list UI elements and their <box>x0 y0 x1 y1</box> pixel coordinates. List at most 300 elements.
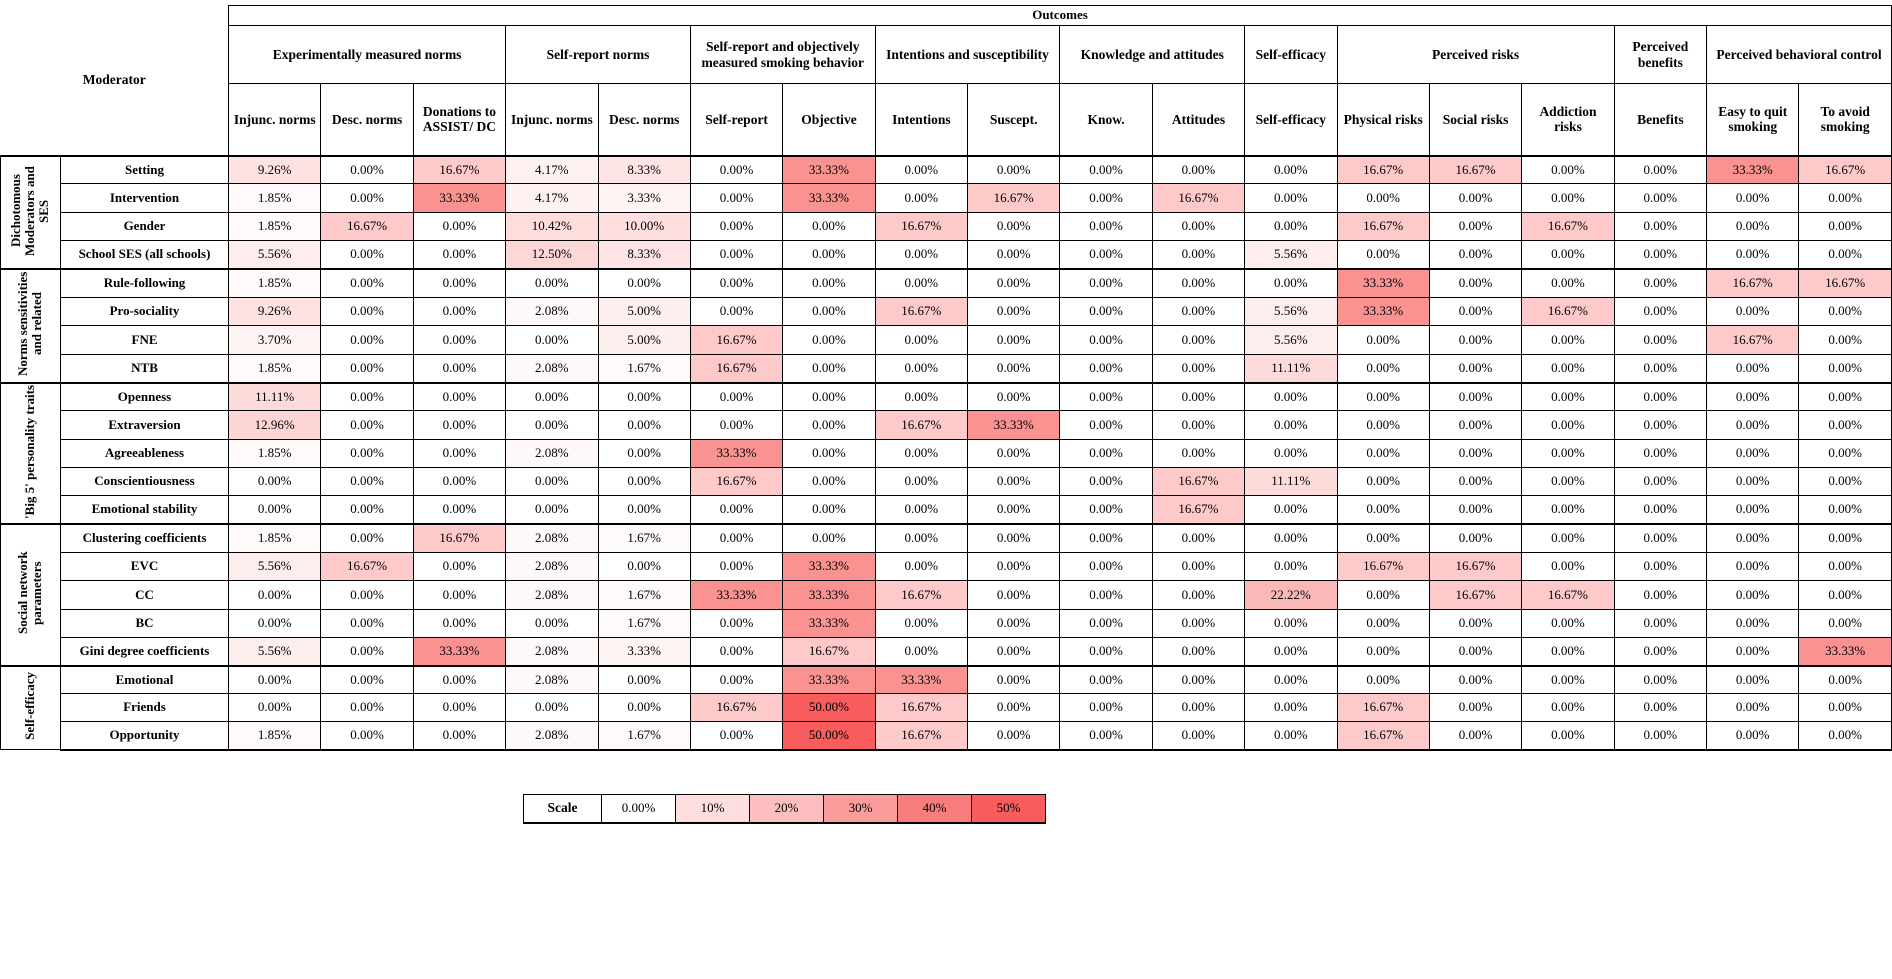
column-header: Desc. norms <box>598 84 690 156</box>
heat-cell: 0.00% <box>1060 496 1152 524</box>
table-row <box>1 581 1892 609</box>
heat-cell: 0.00% <box>1245 156 1337 184</box>
heat-cell: 16.67% <box>1522 581 1614 609</box>
heat-cell: 0.00% <box>968 241 1060 269</box>
heat-cell: 0.00% <box>783 269 875 297</box>
heat-cell: 0.00% <box>1337 383 1429 411</box>
heat-cell: 16.67% <box>413 156 505 184</box>
heat-cell: 0.00% <box>229 581 321 609</box>
heat-cell: 0.00% <box>1799 496 1892 524</box>
heat-cell: 16.67% <box>1429 156 1521 184</box>
heat-cell: 5.56% <box>1245 326 1337 354</box>
heat-cell: 16.67% <box>783 637 875 665</box>
heat-cell: 50.00% <box>783 722 875 750</box>
heat-cell: 0.00% <box>968 637 1060 665</box>
row-label: Pro-sociality <box>61 297 229 325</box>
heat-cell: 0.00% <box>1799 609 1892 637</box>
heat-cell: 0.00% <box>1429 524 1521 552</box>
heat-cell: 0.00% <box>783 354 875 382</box>
heat-cell: 0.00% <box>690 184 782 212</box>
heat-cell: 0.00% <box>413 212 505 240</box>
table-row <box>1 637 1892 665</box>
heat-cell: 0.00% <box>1060 581 1152 609</box>
heat-cell: 0.00% <box>1522 609 1614 637</box>
heat-cell: 0.00% <box>1337 496 1429 524</box>
heat-cell: 0.00% <box>1337 609 1429 637</box>
heat-cell: 0.00% <box>1614 383 1706 411</box>
heat-cell: 0.00% <box>1245 439 1337 467</box>
heat-cell: 0.00% <box>968 354 1060 382</box>
heat-cell: 0.00% <box>875 241 967 269</box>
heat-cell: 33.33% <box>783 581 875 609</box>
heat-cell: 0.00% <box>506 269 598 297</box>
heat-cell: 0.00% <box>598 496 690 524</box>
column-header-row <box>1 84 1892 156</box>
heat-cell: 16.67% <box>321 212 413 240</box>
heat-cell: 0.00% <box>1522 637 1614 665</box>
heat-cell: 0.00% <box>1799 411 1892 439</box>
heat-cell: 0.00% <box>875 467 967 495</box>
heat-cell: 0.00% <box>1522 269 1614 297</box>
row-label: CC <box>61 581 229 609</box>
heat-cell: 2.08% <box>506 581 598 609</box>
heat-cell: 0.00% <box>1245 383 1337 411</box>
heat-cell: 0.00% <box>1152 297 1244 325</box>
heat-cell: 0.00% <box>413 439 505 467</box>
heat-cell: 33.33% <box>783 552 875 580</box>
heat-cell: 0.00% <box>1152 212 1244 240</box>
column-header: Self-report <box>690 84 782 156</box>
row-label: BC <box>61 609 229 637</box>
heat-cell: 0.00% <box>1060 411 1152 439</box>
heat-cell: 1.85% <box>229 184 321 212</box>
heat-cell: 0.00% <box>1799 552 1892 580</box>
heat-cell: 0.00% <box>321 184 413 212</box>
table-row <box>1 411 1892 439</box>
heat-cell: 0.00% <box>321 411 413 439</box>
heat-cell: 0.00% <box>1060 694 1152 722</box>
row-label: Emotional <box>61 666 229 694</box>
row-label: Setting <box>61 156 229 184</box>
heat-cell: 1.85% <box>229 212 321 240</box>
heat-cell: 0.00% <box>690 411 782 439</box>
row-label: Conscientiousness <box>61 467 229 495</box>
row-label: Extraversion <box>61 411 229 439</box>
legend-row <box>524 794 1046 823</box>
heat-cell: 1.85% <box>229 524 321 552</box>
heat-cell: 1.67% <box>598 609 690 637</box>
heat-cell: 0.00% <box>1245 637 1337 665</box>
heat-cell: 0.00% <box>1245 212 1337 240</box>
heat-cell: 0.00% <box>1060 552 1152 580</box>
heat-cell: 0.00% <box>1799 383 1892 411</box>
heat-cell: 0.00% <box>1614 241 1706 269</box>
column-group-header: Intentions and susceptibility <box>875 26 1060 84</box>
column-header: Self-efficacy <box>1245 84 1337 156</box>
heat-cell: 0.00% <box>229 666 321 694</box>
heat-cell: 0.00% <box>506 496 598 524</box>
heat-cell: 0.00% <box>1707 439 1799 467</box>
heat-cell: 0.00% <box>1522 552 1614 580</box>
heat-cell: 11.11% <box>1245 354 1337 382</box>
heat-cell: 0.00% <box>413 467 505 495</box>
column-group-header: Knowledge and attitudes <box>1060 26 1245 84</box>
heat-cell: 0.00% <box>1060 354 1152 382</box>
heat-cell: 0.00% <box>1060 326 1152 354</box>
heat-cell: 1.85% <box>229 269 321 297</box>
column-group-header-row <box>1 26 1892 84</box>
table-row <box>1 524 1892 552</box>
heat-cell: 0.00% <box>1799 326 1892 354</box>
heat-cell: 0.00% <box>1799 666 1892 694</box>
heat-cell: 0.00% <box>1707 354 1799 382</box>
heat-cell: 0.00% <box>1614 637 1706 665</box>
heat-cell: 0.00% <box>598 383 690 411</box>
legend-cell: 50% <box>972 794 1046 823</box>
column-header: Social risks <box>1429 84 1521 156</box>
heat-cell: 0.00% <box>968 694 1060 722</box>
row-group-label: Social network parameters <box>1 524 61 666</box>
heat-cell: 0.00% <box>413 722 505 750</box>
legend-cell: 20% <box>750 794 824 823</box>
heat-cell: 0.00% <box>875 354 967 382</box>
heat-cell: 2.08% <box>506 354 598 382</box>
column-header: Attitudes <box>1152 84 1244 156</box>
heat-cell: 0.00% <box>1337 637 1429 665</box>
moderator-column-header: Moderator <box>82 72 146 88</box>
column-header: Suscept. <box>968 84 1060 156</box>
heat-cell: 0.00% <box>598 666 690 694</box>
heat-cell: 0.00% <box>968 326 1060 354</box>
heat-cell: 16.67% <box>1337 694 1429 722</box>
heat-cell: 0.00% <box>690 156 782 184</box>
heat-cell: 0.00% <box>968 524 1060 552</box>
heat-cell: 0.00% <box>1522 156 1614 184</box>
row-label: Emotional stability <box>61 496 229 524</box>
heat-cell: 16.67% <box>1152 496 1244 524</box>
heat-cell: 0.00% <box>321 581 413 609</box>
heat-cell: 33.33% <box>1337 269 1429 297</box>
heat-cell: 33.33% <box>413 184 505 212</box>
heat-cell: 0.00% <box>690 637 782 665</box>
heat-cell: 0.00% <box>321 269 413 297</box>
heat-cell: 0.00% <box>1060 383 1152 411</box>
heat-cell: 0.00% <box>1614 552 1706 580</box>
heat-cell: 16.67% <box>1337 212 1429 240</box>
row-group-label: Norms sensitivities and related <box>1 269 61 383</box>
heat-cell: 0.00% <box>783 496 875 524</box>
heat-cell: 0.00% <box>968 496 1060 524</box>
table-row <box>1 156 1892 184</box>
heat-cell: 0.00% <box>1429 496 1521 524</box>
column-header: Injunc. norms <box>229 84 321 156</box>
heat-cell: 0.00% <box>1337 241 1429 269</box>
heat-cell: 0.00% <box>1152 694 1244 722</box>
heat-cell: 0.00% <box>1429 383 1521 411</box>
heat-cell: 0.00% <box>1707 411 1799 439</box>
heat-cell: 0.00% <box>1707 241 1799 269</box>
heat-cell: 16.67% <box>1337 156 1429 184</box>
column-header: Objective <box>783 84 875 156</box>
heat-cell: 0.00% <box>1152 439 1244 467</box>
heat-cell: 4.17% <box>506 184 598 212</box>
table-row <box>1 269 1892 297</box>
heat-cell: 0.00% <box>321 354 413 382</box>
heat-cell: 0.00% <box>1337 581 1429 609</box>
heat-cell: 0.00% <box>1245 552 1337 580</box>
row-group-label: Self-efficacy <box>1 666 61 750</box>
heat-cell: 0.00% <box>1152 666 1244 694</box>
heat-cell: 0.00% <box>321 722 413 750</box>
heat-cell: 0.00% <box>968 383 1060 411</box>
heat-cell: 0.00% <box>1522 241 1614 269</box>
heat-cell: 0.00% <box>1707 212 1799 240</box>
row-label: Gender <box>61 212 229 240</box>
heat-cell: 5.56% <box>229 552 321 580</box>
heat-cell: 0.00% <box>1614 496 1706 524</box>
heat-cell: 0.00% <box>321 524 413 552</box>
heat-cell: 2.08% <box>506 637 598 665</box>
row-label: Opportunity <box>61 722 229 750</box>
heat-cell: 0.00% <box>1152 524 1244 552</box>
column-header: Know. <box>1060 84 1152 156</box>
heat-cell: 0.00% <box>1429 326 1521 354</box>
heat-cell: 0.00% <box>1152 326 1244 354</box>
heat-cell: 0.00% <box>783 439 875 467</box>
heat-cell: 33.33% <box>1799 637 1892 665</box>
heat-cell: 0.00% <box>1522 354 1614 382</box>
heat-cell: 0.00% <box>229 467 321 495</box>
heat-cell: 0.00% <box>1152 637 1244 665</box>
heat-cell: 16.67% <box>1522 212 1614 240</box>
heat-cell: 0.00% <box>506 467 598 495</box>
heat-cell: 1.85% <box>229 439 321 467</box>
heat-cell: 0.00% <box>229 694 321 722</box>
heat-cell: 0.00% <box>875 496 967 524</box>
heat-cell: 0.00% <box>1614 184 1706 212</box>
table-row <box>1 496 1892 524</box>
table-row <box>1 609 1892 637</box>
column-group-header: Perceived risks <box>1337 26 1614 84</box>
heat-cell: 16.67% <box>1522 297 1614 325</box>
heat-cell: 0.00% <box>1522 694 1614 722</box>
legend-cell: 10% <box>676 794 750 823</box>
heat-cell: 0.00% <box>783 383 875 411</box>
scale-label: Scale <box>524 794 602 823</box>
column-group-header: Self-report norms <box>506 26 691 84</box>
heat-cell: 0.00% <box>1245 269 1337 297</box>
heat-cell: 0.00% <box>1522 467 1614 495</box>
heat-cell: 16.67% <box>875 411 967 439</box>
heat-cell: 0.00% <box>1152 609 1244 637</box>
outcomes-title: Outcomes <box>229 6 1892 26</box>
table-row <box>1 467 1892 495</box>
heat-cell: 0.00% <box>1707 694 1799 722</box>
column-group-header: Self-efficacy <box>1245 26 1337 84</box>
heat-cell: 33.33% <box>1707 156 1799 184</box>
heat-cell: 0.00% <box>1060 609 1152 637</box>
heat-cell: 0.00% <box>1429 269 1521 297</box>
heat-cell: 0.00% <box>598 269 690 297</box>
heat-cell: 0.00% <box>1522 383 1614 411</box>
heat-cell: 0.00% <box>1522 326 1614 354</box>
heat-cell: 9.26% <box>229 156 321 184</box>
heat-cell: 0.00% <box>1429 184 1521 212</box>
heat-cell: 4.17% <box>506 156 598 184</box>
heat-cell: 0.00% <box>1337 666 1429 694</box>
heat-cell: 0.00% <box>1337 326 1429 354</box>
heat-cell: 0.00% <box>1060 241 1152 269</box>
heat-cell: 3.70% <box>229 326 321 354</box>
heat-cell: 1.67% <box>598 354 690 382</box>
heat-cell: 0.00% <box>321 297 413 325</box>
heat-cell: 0.00% <box>1707 467 1799 495</box>
row-label: EVC <box>61 552 229 580</box>
table-row <box>1 241 1892 269</box>
outcomes-header-row <box>1 6 1892 26</box>
heat-cell: 0.00% <box>413 552 505 580</box>
heat-cell: 0.00% <box>1799 581 1892 609</box>
heat-cell: 0.00% <box>1429 609 1521 637</box>
heat-cell: 0.00% <box>690 241 782 269</box>
heat-cell: 33.33% <box>875 666 967 694</box>
heat-cell: 0.00% <box>783 326 875 354</box>
heat-cell: 0.00% <box>1614 326 1706 354</box>
heat-cell: 0.00% <box>783 241 875 269</box>
row-label: Rule-following <box>61 269 229 297</box>
heat-cell: 0.00% <box>1707 581 1799 609</box>
heat-cell: 0.00% <box>1060 666 1152 694</box>
row-label: FNE <box>61 326 229 354</box>
heat-cell: 0.00% <box>321 496 413 524</box>
heat-cell: 16.67% <box>690 694 782 722</box>
heat-cell: 0.00% <box>1152 354 1244 382</box>
heat-cell: 0.00% <box>1614 467 1706 495</box>
table-row <box>1 383 1892 411</box>
heat-cell: 0.00% <box>321 694 413 722</box>
heat-cell: 16.67% <box>690 326 782 354</box>
heat-cell: 0.00% <box>1245 722 1337 750</box>
heat-cell: 16.67% <box>1152 184 1244 212</box>
corner-cell <box>1 6 229 156</box>
heat-cell: 0.00% <box>1707 297 1799 325</box>
heat-cell: 0.00% <box>413 241 505 269</box>
heat-cell: 16.67% <box>875 722 967 750</box>
heat-cell: 0.00% <box>321 666 413 694</box>
heat-cell: 0.00% <box>875 524 967 552</box>
heat-cell: 0.00% <box>1060 524 1152 552</box>
row-label: Intervention <box>61 184 229 212</box>
heat-cell: 0.00% <box>875 552 967 580</box>
heat-cell: 9.26% <box>229 297 321 325</box>
heat-cell: 16.67% <box>413 524 505 552</box>
heat-cell: 0.00% <box>1522 411 1614 439</box>
heat-cell: 0.00% <box>1799 694 1892 722</box>
heat-cell: 0.00% <box>1707 609 1799 637</box>
row-label: Gini degree coefficients <box>61 637 229 665</box>
heat-cell: 0.00% <box>1614 581 1706 609</box>
heat-cell: 0.00% <box>1245 411 1337 439</box>
heat-cell: 0.00% <box>1614 694 1706 722</box>
heat-cell: 0.00% <box>1799 467 1892 495</box>
heat-cell: 0.00% <box>1429 467 1521 495</box>
heat-cell: 0.00% <box>1337 411 1429 439</box>
heat-cell: 10.42% <box>506 212 598 240</box>
table-row <box>1 212 1892 240</box>
heat-cell: 0.00% <box>321 467 413 495</box>
heat-cell: 0.00% <box>1614 212 1706 240</box>
heat-cell: 0.00% <box>1152 383 1244 411</box>
heat-cell: 0.00% <box>968 269 1060 297</box>
heat-cell: 0.00% <box>1060 184 1152 212</box>
heat-cell: 0.00% <box>1245 609 1337 637</box>
heat-cell: 0.00% <box>1060 297 1152 325</box>
heat-cell: 0.00% <box>413 609 505 637</box>
column-header: Easy to quit smoking <box>1707 84 1799 156</box>
heat-cell: 0.00% <box>690 212 782 240</box>
heat-cell: 0.00% <box>875 184 967 212</box>
heat-cell: 33.33% <box>1337 297 1429 325</box>
heat-cell: 0.00% <box>1429 212 1521 240</box>
heat-cell: 5.56% <box>1245 297 1337 325</box>
heat-cell: 0.00% <box>321 241 413 269</box>
legend-cell: 40% <box>898 794 972 823</box>
heat-cell: 0.00% <box>690 609 782 637</box>
heat-cell: 33.33% <box>690 581 782 609</box>
heat-cell: 0.00% <box>1152 552 1244 580</box>
heat-cell: 1.67% <box>598 722 690 750</box>
heat-cell: 33.33% <box>968 411 1060 439</box>
heat-cell: 0.00% <box>1799 184 1892 212</box>
heat-cell: 0.00% <box>1152 581 1244 609</box>
heat-cell: 0.00% <box>783 411 875 439</box>
column-header: Donations to ASSIST/ DC <box>413 84 505 156</box>
heat-cell: 0.00% <box>506 326 598 354</box>
heat-cell: 0.00% <box>1707 383 1799 411</box>
moderator-outcome-heatmap <box>0 5 1892 751</box>
heat-cell: 0.00% <box>968 581 1060 609</box>
heat-cell: 5.56% <box>229 241 321 269</box>
heat-cell: 0.00% <box>506 609 598 637</box>
heat-cell: 0.00% <box>690 496 782 524</box>
heat-cell: 16.67% <box>875 212 967 240</box>
heat-cell: 0.00% <box>1337 467 1429 495</box>
heat-cell: 0.00% <box>321 326 413 354</box>
heat-cell: 0.00% <box>413 411 505 439</box>
heat-cell: 0.00% <box>875 439 967 467</box>
heat-cell: 0.00% <box>1245 694 1337 722</box>
table-row <box>1 184 1892 212</box>
heat-cell: 0.00% <box>1522 666 1614 694</box>
heat-cell: 0.00% <box>783 467 875 495</box>
heat-cell: 0.00% <box>783 524 875 552</box>
heat-cell: 0.00% <box>783 297 875 325</box>
heat-cell: 0.00% <box>1707 524 1799 552</box>
heat-cell: 0.00% <box>1152 241 1244 269</box>
heat-cell: 0.00% <box>1337 524 1429 552</box>
table-row <box>1 722 1892 750</box>
heat-cell: 0.00% <box>1614 722 1706 750</box>
heat-cell: 16.67% <box>1707 269 1799 297</box>
heat-cell: 0.00% <box>1614 354 1706 382</box>
heat-cell: 5.00% <box>598 297 690 325</box>
heat-cell: 33.33% <box>783 666 875 694</box>
row-label: Clustering coefficients <box>61 524 229 552</box>
heat-cell: 16.67% <box>875 297 967 325</box>
column-group-header: Perceived benefits <box>1614 26 1706 84</box>
heat-cell: 0.00% <box>690 383 782 411</box>
heat-cell: 0.00% <box>1245 666 1337 694</box>
